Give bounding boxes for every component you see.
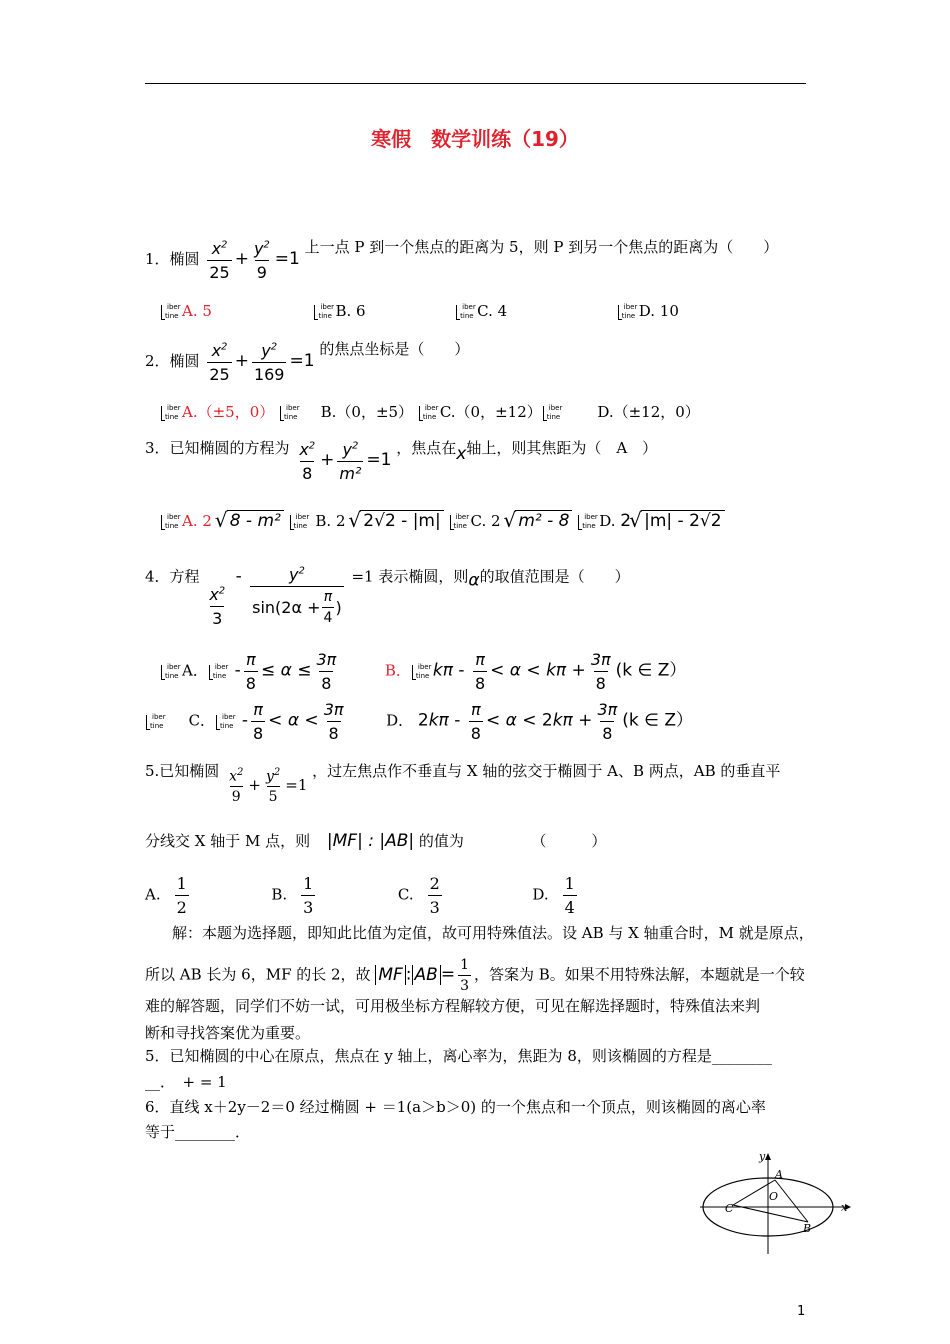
fraction: $\frac{x^2}{9}$ — [229, 766, 244, 806]
fraction: $\frac{\pi}{8}$ — [252, 700, 264, 743]
question-5b-line1: 5．已知椭圆的中心在原点，焦点在 y 轴上，离心率为，焦距为 8，则该椭圆的方程是________ — [145, 1047, 772, 1065]
label-c: C — [725, 1202, 734, 1215]
fraction: $\frac{y^2}{169}$ — [253, 340, 285, 384]
label-y: y — [759, 1150, 766, 1163]
q1-options: iber tine A. 5 iber tine B. 6 iber tine C. 4 iber tine D. 10 — [160, 302, 679, 321]
field-marker-icon: iber tine — [577, 513, 599, 531]
fraction: $\frac{x^2}{25}$ — [209, 238, 230, 282]
fraction: $\frac{1}{3}$ — [460, 957, 469, 994]
question-5a-line2: 分线交 X 轴于 M 点，则 |MF| : |AB| 的值为 （ ） — [145, 831, 607, 851]
fraction: $\frac{\pi}{8}$ — [474, 650, 486, 693]
fraction: $\frac{x^2}{3}$ — [209, 584, 226, 628]
y-axis-arrow — [765, 1153, 771, 1160]
fraction: $\frac{y^2}{5}$ — [265, 766, 281, 806]
fraction: $\frac{\pi}{8}$ — [245, 650, 256, 693]
question-1: 1．椭圆 $\frac{x^2}{25}$ + $\frac{y^2}{9}$ =1 上一点 P 到一个焦点的距离为 5，则 P 到另一个焦点的距离为（ ） — [145, 238, 779, 282]
fraction: $\frac{x^2}{8}$ — [299, 439, 316, 483]
label-b: B — [803, 1222, 812, 1235]
fraction: $\frac{3\pi}{8}$ — [597, 700, 618, 743]
field-marker-icon: iber tine — [279, 404, 301, 422]
field-marker-icon: iber tine — [617, 303, 639, 321]
fraction: $y^2$ sin(2α + $\frac{\pi}{4}$ ) — [252, 565, 342, 626]
field-marker-icon: iber tine — [542, 404, 564, 422]
label-a: A — [775, 1168, 783, 1181]
page-number: 1 — [797, 1304, 806, 1319]
fraction: $\frac{y^2}{9}$ — [253, 238, 270, 282]
question-5b-line2: __． + = 1 — [145, 1073, 227, 1091]
q3-options: iber tine A. 2 √ 8 - m² iber tine B. 2 √ 2√2 - |m| iber tine C. 2 √ m² - 8 iber tine D. 2√ |m| - 2√2 — [160, 510, 725, 531]
field-marker-icon: iber tine — [418, 404, 440, 422]
page-title: 寒假 数学训练（19） — [371, 127, 579, 151]
q5a-options: A. $\frac{1}{2}$ B. $\frac{1}{3}$ C. $\frac{2}{3}$ D. $\frac{1}{4}$ — [145, 874, 575, 917]
ellipse-figure — [695, 1150, 855, 1256]
solution-line1: 解：本题为选择题，即知此比值为定值，故可用特殊值法。设 AB 与 X 轴重合时，M 就是原点， — [172, 924, 814, 942]
solution-line2: 所以 AB 长为 6，MF 的长 2，故 MF : AB = $\frac{1}{3}$ ，答案为 B。如果不用特殊法解，本题就是一个较 — [145, 957, 805, 994]
q4-options-row2: iber tine C． iber tine - $\frac{\pi}{8}$ < α < $\frac{3\pi}{8}$ D． 2kπ - $\frac{\pi}{8}$ < α < 2kπ + $\frac{3\pi}{8}$ (k ∈ Z） — [145, 700, 693, 743]
question-2: 2．椭圆 $\frac{x^2}{25}$ + $\frac{y^2}{169}$ =1 的焦点坐标是（ ） — [145, 340, 470, 384]
field-marker-icon: iber tine — [449, 513, 471, 531]
question-3: 3．已知椭圆的方程为 $\frac{x^2}{8}$ + $\frac{y^2}{\text{m²}}$ =1 ，焦点在x轴上，则其焦距为（ A ） — [145, 439, 658, 483]
label-o: O — [769, 1190, 779, 1203]
label-x: x — [841, 1201, 848, 1214]
solution-line4: 断和寻找答案优为重要。 — [145, 1024, 311, 1042]
field-marker-icon: iber tine — [455, 303, 477, 321]
fraction: $\frac{x^2}{25}$ — [209, 340, 230, 384]
question-4: 4．方程 $\frac{x^2}{3}$ - $y^2$ sin(2α + $\frac{\pi}{4}$ ) =1 表示椭圆，则α的取值范围是（ ） — [145, 565, 630, 628]
field-marker-icon: iber tine — [160, 513, 182, 531]
fraction: $\frac{y^2}{\text{m²}}$ — [339, 439, 362, 483]
field-marker-icon: iber tine — [289, 513, 311, 531]
fraction: $\frac{\pi}{8}$ — [470, 700, 481, 743]
solution-line3: 难的解答题，同学们不妨一试，可用极坐标方程解较方便，可见在解选择题时，特殊值法来判 — [145, 997, 761, 1015]
field-marker-icon: iber tine — [145, 713, 167, 731]
question-5a: 5.已知椭圆 $\frac{x^2}{9}$ + $\frac{y^2}{5}$ =1 ，过左焦点作不垂直与 X 轴的弦交于椭圆于 A、B 两点，AB 的垂直平 — [145, 762, 781, 806]
fraction: $\frac{3\pi}{8}$ — [590, 650, 611, 693]
field-marker-icon: iber tine — [160, 404, 182, 422]
q4-options-row1: iber tine A． iber tine - $\frac{\pi}{8}$ ≤ α ≤ $\frac{3\pi}{8}$ B． iber tine kπ - $\frac{\pi}{8}$ < α < kπ + $\frac{3\pi}{8}$ (k ∈ Z） — [160, 650, 686, 693]
header-rule — [145, 83, 806, 84]
fraction: $\frac{3\pi}{8}$ — [323, 700, 344, 743]
question-6-line2: 等于________． — [145, 1123, 251, 1141]
question-6-line1: 6．直线 x＋2y－2＝0 经过椭圆 + ＝1(a＞b＞0) 的一个焦点和一个顶点，则该椭圆的离心率 — [145, 1098, 766, 1116]
field-marker-icon: iber tine — [160, 303, 182, 321]
q2-options: iber tine A.（±5，0） iber tine B.（0，±5） iber tine C.（0，±12） iber tine D.（±12，0） — [160, 401, 700, 422]
field-marker-icon: iber tine — [160, 663, 182, 681]
field-marker-icon: iber tine — [215, 713, 237, 731]
fraction: $\frac{3\pi}{8}$ — [316, 650, 337, 693]
field-marker-icon: iber tine — [411, 663, 433, 681]
field-marker-icon: iber tine — [208, 663, 230, 681]
field-marker-icon: iber tine — [313, 303, 335, 321]
